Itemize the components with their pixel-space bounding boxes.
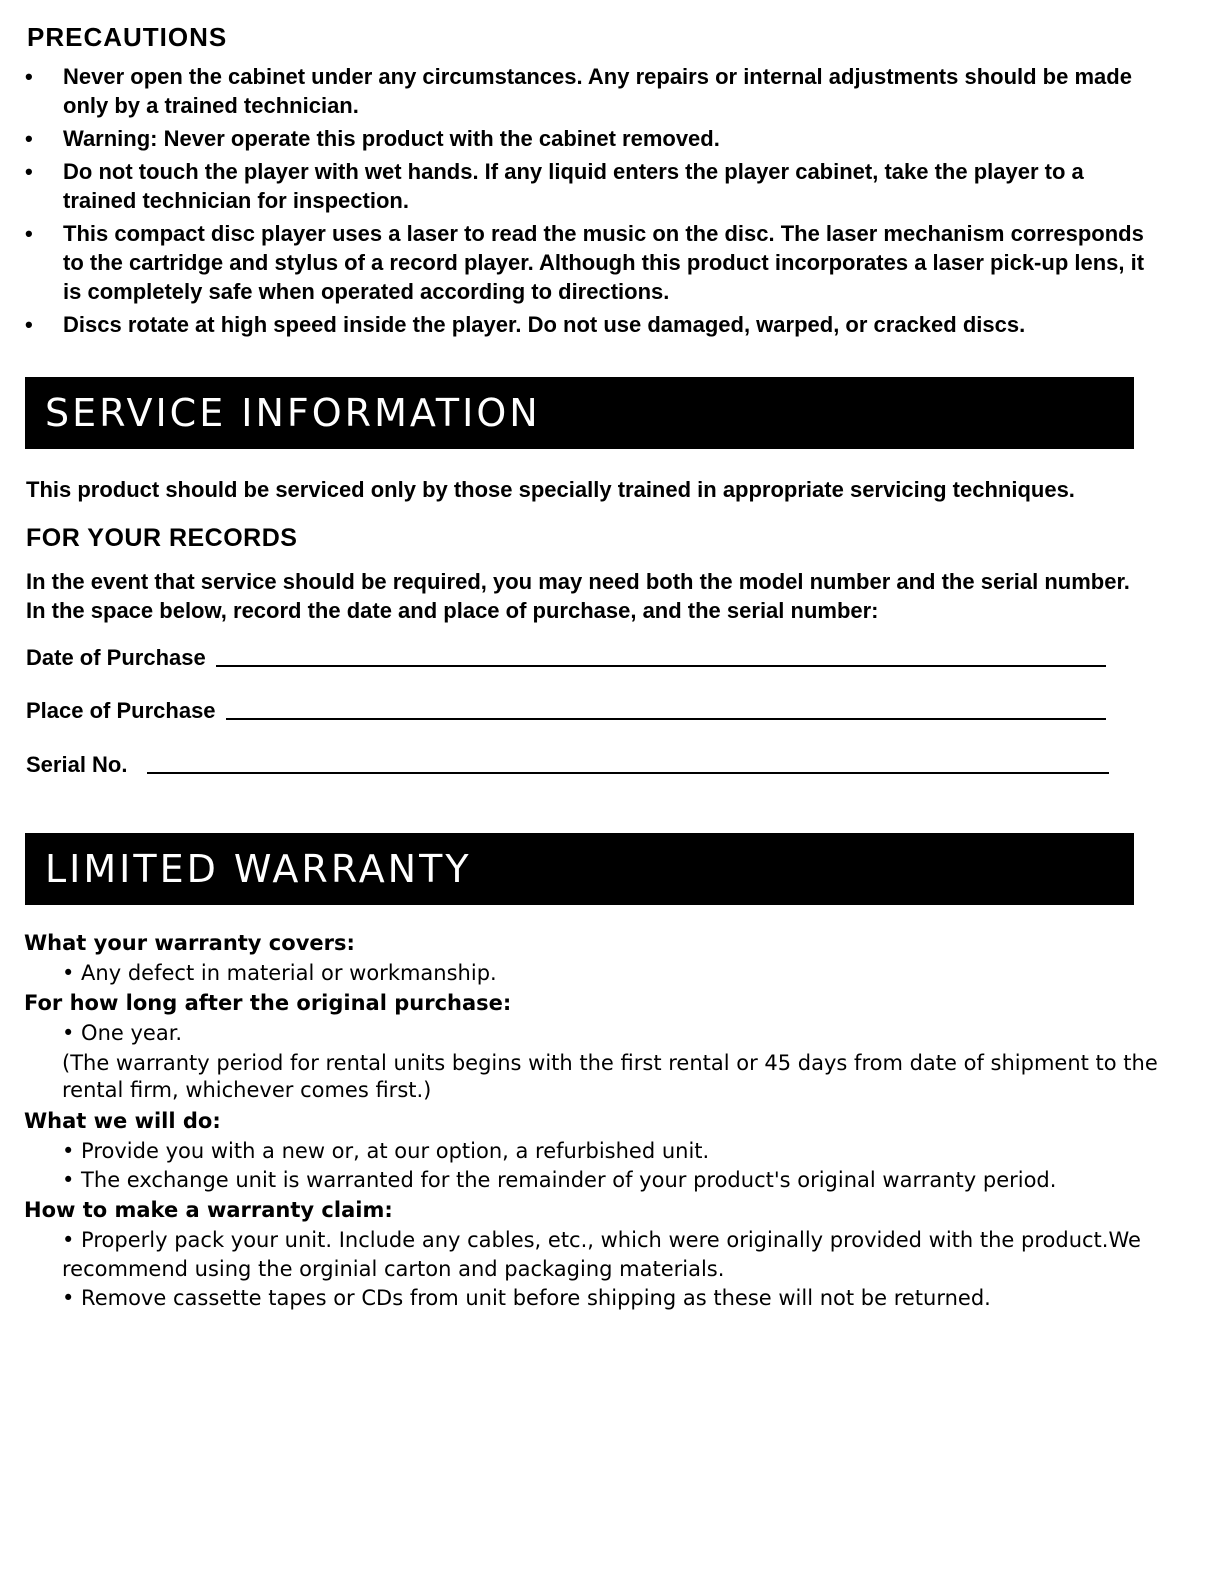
warranty-claim-heading: How to make a warranty claim:: [24, 1198, 393, 1222]
warranty-body: [24, 928, 1164, 1313]
bullet-icon: •: [25, 159, 33, 184]
precaution-item: • Discs rotate at high speed inside the player. Do not use damaged, warped, or cracked discs.: [25, 312, 1026, 337]
limited-warranty-banner: LIMITED WARRANTY: [25, 833, 1134, 905]
precaution-item: • This compact disc player uses a laser to read the music on the disc. The laser mechanism corresponds to the cartridge and stylus of a record player. Although this product incorporates a laser pick-up lens, it is completely safe when operated according to directions.: [25, 221, 1145, 304]
place-of-purchase-line: [226, 716, 1106, 720]
warranty-claim-item: • Properly pack your unit. Include any cables, etc., which were originally provided with the product.We recommend using the orginial carton and packaging materials.: [62, 1228, 1141, 1281]
warranty-covers-item: • Any defect in material or workmanship.: [62, 961, 497, 985]
warning-label: Warning:: [63, 126, 158, 151]
date-of-purchase-line: [216, 663, 1106, 667]
precaution-item: • Never open the cabinet under any circumstances. Any repairs or internal adjustments should be made only by a trained technician.: [25, 64, 1132, 118]
warranty-will-do-heading: What we will do:: [24, 1109, 221, 1133]
bullet-icon: •: [25, 126, 33, 151]
place-of-purchase-label: Place of Purchase: [26, 698, 216, 723]
warranty-will-do-item: • The exchange unit is warranted for the remainder of your product's original warranty period.: [62, 1168, 1057, 1192]
records-title: FOR YOUR RECORDS: [26, 524, 298, 552]
date-of-purchase-label: Date of Purchase: [26, 645, 206, 670]
precaution-item: • Do not touch the player with wet hands. If any liquid enters the player cabinet, take the player to a trained technician for inspection.: [25, 159, 1084, 213]
date-of-purchase-field: [26, 645, 1106, 671]
serial-number-line: [147, 770, 1109, 774]
precautions-list: [25, 62, 1145, 343]
warranty-claim-item: • Remove cassette tapes or CDs from unit before shipping as these will not be returned.: [62, 1286, 991, 1310]
bullet-icon: •: [25, 221, 33, 246]
serial-number-field: [26, 752, 1109, 778]
service-information-banner: SERVICE INFORMATION: [25, 377, 1134, 449]
warranty-length-item: • One year.: [62, 1021, 183, 1045]
warranty-will-do-item: • Provide you with a new or, at our option, a refurbished unit.: [62, 1139, 710, 1163]
warranty-covers-heading: What your warranty covers:: [24, 931, 355, 955]
records-text: In the event that service should be required, you may need both the model number and the serial number. In the space below, record the date and place of purchase, and the serial number:: [26, 569, 1130, 623]
place-of-purchase-field: [26, 698, 1106, 724]
precautions-title: PRECAUTIONS: [27, 22, 228, 52]
bullet-icon: •: [25, 312, 33, 337]
service-text: This product should be serviced only by those specially trained in appropriate servicing techniques.: [26, 477, 1075, 502]
bullet-icon: •: [25, 64, 33, 89]
warranty-length-heading: For how long after the original purchase:: [24, 991, 512, 1015]
serial-number-label: Serial No.: [26, 752, 128, 777]
warranty-rental-note: (The warranty period for rental units begins with the first rental or 45 days from date of shipment to the rental firm, whichever comes first.): [62, 1051, 1158, 1102]
precaution-item: • Warning: Never operate this product with the cabinet removed.: [25, 126, 720, 151]
